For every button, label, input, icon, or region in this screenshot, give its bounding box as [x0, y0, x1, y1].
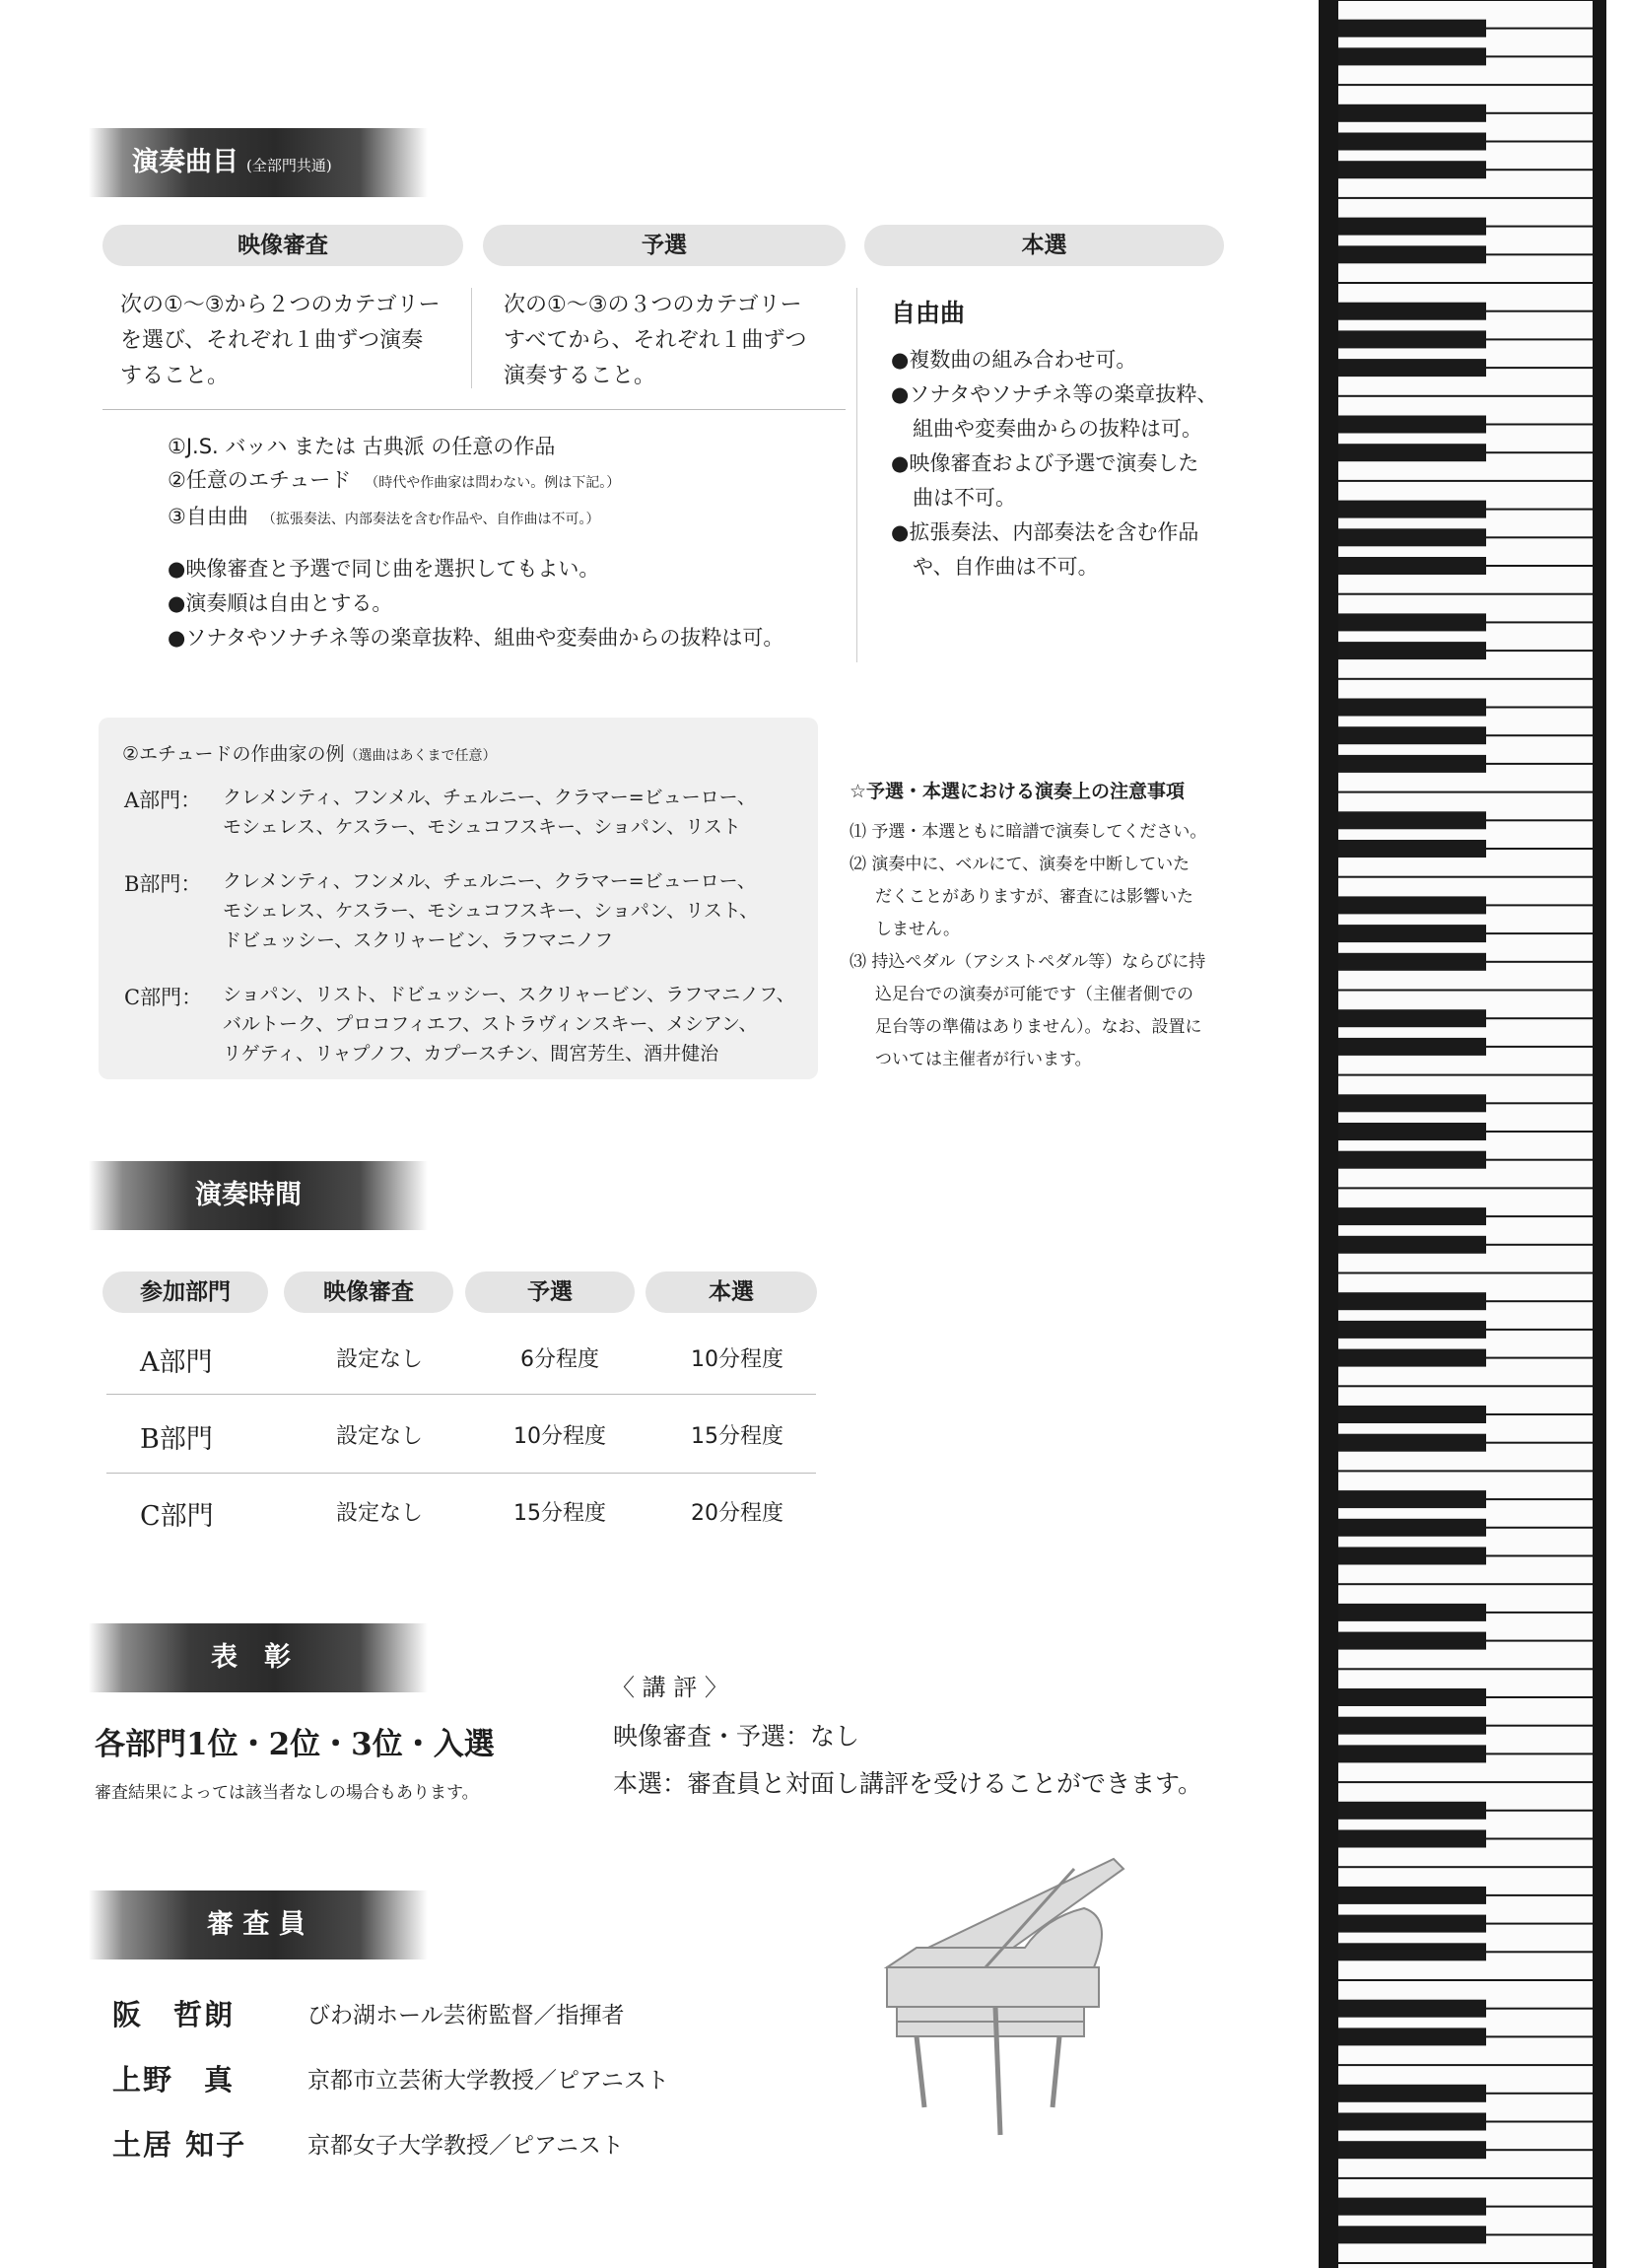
text-line: ドビュッシー、スクリャービン、ラフマニノフ — [223, 929, 614, 951]
black-key — [1338, 416, 1486, 434]
etude-list-a — [223, 783, 756, 842]
category-main: ①J.S. バッハ または 古典派 の任意の作品 — [168, 435, 556, 458]
time-row-c-prelim: 15分程度 — [513, 1501, 606, 1526]
repertoire-heading-sub: (全部門共通) — [246, 157, 332, 174]
time-header-final: 本選 — [646, 1271, 817, 1313]
black-key — [1338, 1009, 1486, 1027]
time-header-video: 映像審査 — [284, 1271, 453, 1313]
time-heading-text: 演奏時間 — [195, 1180, 302, 1210]
black-key — [1338, 1321, 1486, 1339]
divider — [106, 1473, 816, 1474]
final-rule-line: や、自作曲は不可。 — [913, 555, 1099, 579]
final-rule-line: ●複数曲の組み合わせ可。 — [891, 348, 1137, 372]
final-rule-line: ●拡張奏法、内部奏法を含む作品 — [891, 520, 1199, 544]
note-line: ついては主催者が行います。 — [875, 1050, 1092, 1069]
black-key — [1338, 2000, 1486, 2018]
critique-title: 〈 講 評 〉 — [611, 1674, 728, 1701]
note-line: ⑶ 持込ペダル（アシストペダル等）ならびに持 — [850, 952, 1206, 972]
etude-title-text: ②エチュードの作曲家の例 — [122, 743, 345, 765]
video-rule-text — [120, 288, 441, 394]
text-line: リゲティ、リャプノフ、カプースチン、間宮芳生、酒井健治 — [223, 1043, 719, 1065]
black-key — [1338, 1236, 1486, 1254]
note-line: ⑵ 演奏中に、ベルにて、演奏を中断していた — [850, 855, 1190, 874]
category-main: ③自由曲 — [168, 505, 248, 528]
time-row-a-final: 10分程度 — [691, 1347, 783, 1372]
awards-heading-text: 表 彰 — [211, 1642, 291, 1673]
black-key — [1338, 557, 1486, 575]
black-key — [1338, 699, 1486, 717]
black-key — [1338, 1632, 1486, 1650]
black-key — [1338, 811, 1486, 829]
black-key — [1338, 1123, 1486, 1140]
text-line: ショパン、リスト、ドビュッシー、スクリャービン、ラフマニノフ、 — [223, 984, 795, 1005]
black-key — [1338, 896, 1486, 914]
category-note: （拡張奏法、内部奏法を含む作品や、自作曲は不可。） — [261, 512, 600, 527]
black-key — [1338, 133, 1486, 151]
judge-name-3: 土居 知子 — [112, 2128, 247, 2162]
category-2 — [168, 463, 620, 500]
time-row-b-label: B部門 — [140, 1424, 213, 1455]
grand-piano-illustration — [877, 1849, 1192, 2145]
black-key — [1338, 1519, 1486, 1537]
judges-heading-text: 審 査 員 — [207, 1909, 306, 1940]
divider — [102, 409, 846, 410]
time-row-b-prelim: 10分程度 — [513, 1424, 606, 1449]
piano-keyboard-decoration — [1319, 0, 1606, 2268]
awards-heading — [89, 1623, 428, 1692]
black-key — [1338, 755, 1486, 773]
black-key — [1338, 2141, 1486, 2159]
etude-list-c — [223, 980, 795, 1068]
col-header-final: 本選 — [864, 225, 1224, 266]
divider — [106, 1394, 816, 1395]
piano-keys — [1319, 0, 1606, 2268]
black-key — [1338, 528, 1486, 546]
black-key — [1338, 953, 1486, 971]
time-row-a-prelim: 6分程度 — [520, 1347, 599, 1372]
black-key — [1338, 1292, 1486, 1310]
etude-title-note: （選曲はあくまで任意） — [344, 748, 497, 764]
repertoire-heading-text: 演奏曲目 — [132, 147, 238, 177]
note-line: だくことがありますが、審査には影響いた — [875, 887, 1193, 907]
black-key — [1338, 20, 1486, 37]
black-key — [1338, 303, 1486, 320]
black-key — [1338, 1490, 1486, 1508]
etude-title — [122, 739, 496, 766]
text-line: 次の①〜③の３つのカテゴリー — [504, 293, 802, 317]
white-key — [1338, 2264, 1593, 2268]
black-key — [1338, 1349, 1486, 1367]
judge-title-3: 京都女子大学教授／ピアニスト — [307, 2133, 624, 2159]
time-row-a-video: 設定なし — [335, 1347, 423, 1372]
black-key — [1338, 2198, 1486, 2216]
judge-title-1: びわ湖ホール芸術監督／指揮者 — [307, 2003, 625, 2028]
note-line: しません。 — [875, 920, 961, 939]
black-key — [1338, 925, 1486, 942]
judge-name-1: 阪 哲朗 — [112, 1998, 236, 2031]
notes-list — [850, 816, 1206, 1076]
black-key — [1338, 1038, 1486, 1056]
black-key — [1338, 1830, 1486, 1848]
text-line: バルトーク、プロコフィエフ、ストラヴィンスキー、メシアン、 — [223, 1013, 758, 1035]
time-row-b-video: 設定なし — [335, 1424, 423, 1449]
time-header-prelim: 予選 — [465, 1271, 635, 1313]
text-line: すべてから、それぞれ１曲ずつ — [504, 328, 807, 353]
black-key — [1338, 1094, 1486, 1112]
prelim-rule-text — [504, 288, 807, 394]
rule-line: ●ソナタやソナチネ等の楽章抜粋、組曲や変奏曲からの抜粋は可。 — [168, 626, 784, 650]
repertoire-rules — [168, 552, 783, 655]
black-key — [1338, 613, 1486, 631]
text-line: クレメンティ、フンメル、チェルニー、クラマー=ビューロー、 — [223, 870, 756, 892]
text-line: 次の①〜③から２つのカテゴリー — [120, 293, 441, 317]
black-key — [1338, 501, 1486, 518]
etude-list-b — [223, 866, 758, 955]
category-note: （時代や作曲家は問わない。例は下記。） — [365, 475, 621, 491]
judge-name-2: 上野 真 — [112, 2063, 236, 2096]
black-key — [1338, 1434, 1486, 1452]
col-header-video: 映像審査 — [102, 225, 463, 266]
black-key — [1338, 726, 1486, 744]
black-key — [1338, 1802, 1486, 1820]
text-line: モシェレス、ケスラー、モシュコフスキー、ショパン、リスト — [223, 816, 741, 838]
black-key — [1338, 1887, 1486, 1904]
black-key — [1338, 1717, 1486, 1735]
final-rules — [891, 343, 1217, 584]
text-line: 演奏すること。 — [504, 364, 656, 388]
note-line: ⑴ 予選・本選ともに暗譜で演奏してください。 — [850, 822, 1207, 842]
black-key — [1338, 330, 1486, 348]
black-key — [1338, 1745, 1486, 1762]
divider — [856, 288, 857, 662]
critique-line-2: 本選：審査員と対面し講評を受けることができます。 — [613, 1769, 1203, 1798]
black-key — [1338, 1547, 1486, 1565]
black-key — [1338, 245, 1486, 263]
black-key — [1338, 1151, 1486, 1169]
black-key — [1338, 642, 1486, 659]
note-line: 足台等の準備はありません）。なお、設置に — [875, 1017, 1202, 1037]
black-key — [1338, 1604, 1486, 1621]
black-key — [1338, 1207, 1486, 1225]
etude-label-b: B部門： — [124, 872, 202, 896]
col-header-prelim: 予選 — [483, 225, 846, 266]
final-rule-line: ●映像審査および予選で演奏した — [891, 451, 1199, 475]
text-line: クレメンティ、フンメル、チェルニー、クラマー=ビューロー、 — [223, 787, 756, 808]
repertoire-heading — [89, 128, 428, 197]
etude-label-a: A部門： — [124, 789, 202, 812]
black-key — [1338, 1688, 1486, 1706]
note-line: 込足台での演奏が可能です（主催者側での — [875, 985, 1193, 1004]
text-line: を選び、それぞれ１曲ずつ演奏 — [120, 328, 424, 353]
time-header-division: 参加部門 — [102, 1271, 268, 1313]
awards-main: 各部門1位・2位・3位・入選 — [95, 1727, 495, 1762]
etude-label-c: C部門： — [124, 986, 203, 1009]
black-key — [1338, 1943, 1486, 1960]
time-row-c-label: C部門 — [140, 1501, 214, 1532]
black-key — [1338, 2027, 1486, 2045]
awards-note: 審査結果によっては該当者なしの場合もあります。 — [95, 1783, 479, 1803]
black-key — [1338, 1915, 1486, 1933]
black-key — [1338, 444, 1486, 461]
final-rule-line: ●ソナタやソナチネ等の楽章抜粋、 — [891, 382, 1218, 406]
text-line: モシェレス、ケスラー、モシュコフスキー、ショパン、リスト、 — [223, 900, 759, 922]
black-key — [1338, 2226, 1486, 2243]
time-row-a-label: A部門 — [140, 1347, 213, 1378]
black-key — [1338, 104, 1486, 122]
black-key — [1338, 1406, 1486, 1423]
category-main: ②任意のエチュード — [168, 468, 352, 492]
category-1 — [168, 430, 620, 463]
black-key — [1338, 47, 1486, 65]
final-rule-line: 組曲や変奏曲からの抜粋は可。 — [913, 417, 1202, 441]
final-rule-line: 曲は不可。 — [913, 486, 1016, 510]
time-row-c-video: 設定なし — [335, 1501, 423, 1526]
text-line: すること。 — [120, 364, 230, 388]
rule-line: ●演奏順は自由とする。 — [168, 591, 393, 615]
time-heading — [89, 1161, 428, 1230]
rule-line: ●映像審査と予選で同じ曲を選択してもよい。 — [168, 557, 600, 581]
time-row-c-final: 20分程度 — [691, 1501, 783, 1526]
final-title: 自由曲 — [891, 299, 966, 327]
time-row-b-final: 15分程度 — [691, 1424, 783, 1449]
black-key — [1338, 2085, 1486, 2102]
black-key — [1338, 218, 1486, 236]
category-3 — [168, 500, 620, 536]
notes-title: ☆予選・本選における演奏上の注意事項 — [850, 781, 1186, 802]
divider — [471, 288, 472, 388]
black-key — [1338, 161, 1486, 178]
judge-title-2: 京都市立芸術大学教授／ピアニスト — [307, 2068, 669, 2094]
judges-heading — [89, 1890, 428, 1959]
critique-line-1: 映像審査・予選：なし — [613, 1722, 860, 1751]
black-key — [1338, 2113, 1486, 2131]
black-key — [1338, 840, 1486, 858]
black-key — [1338, 359, 1486, 377]
category-list — [168, 430, 620, 536]
